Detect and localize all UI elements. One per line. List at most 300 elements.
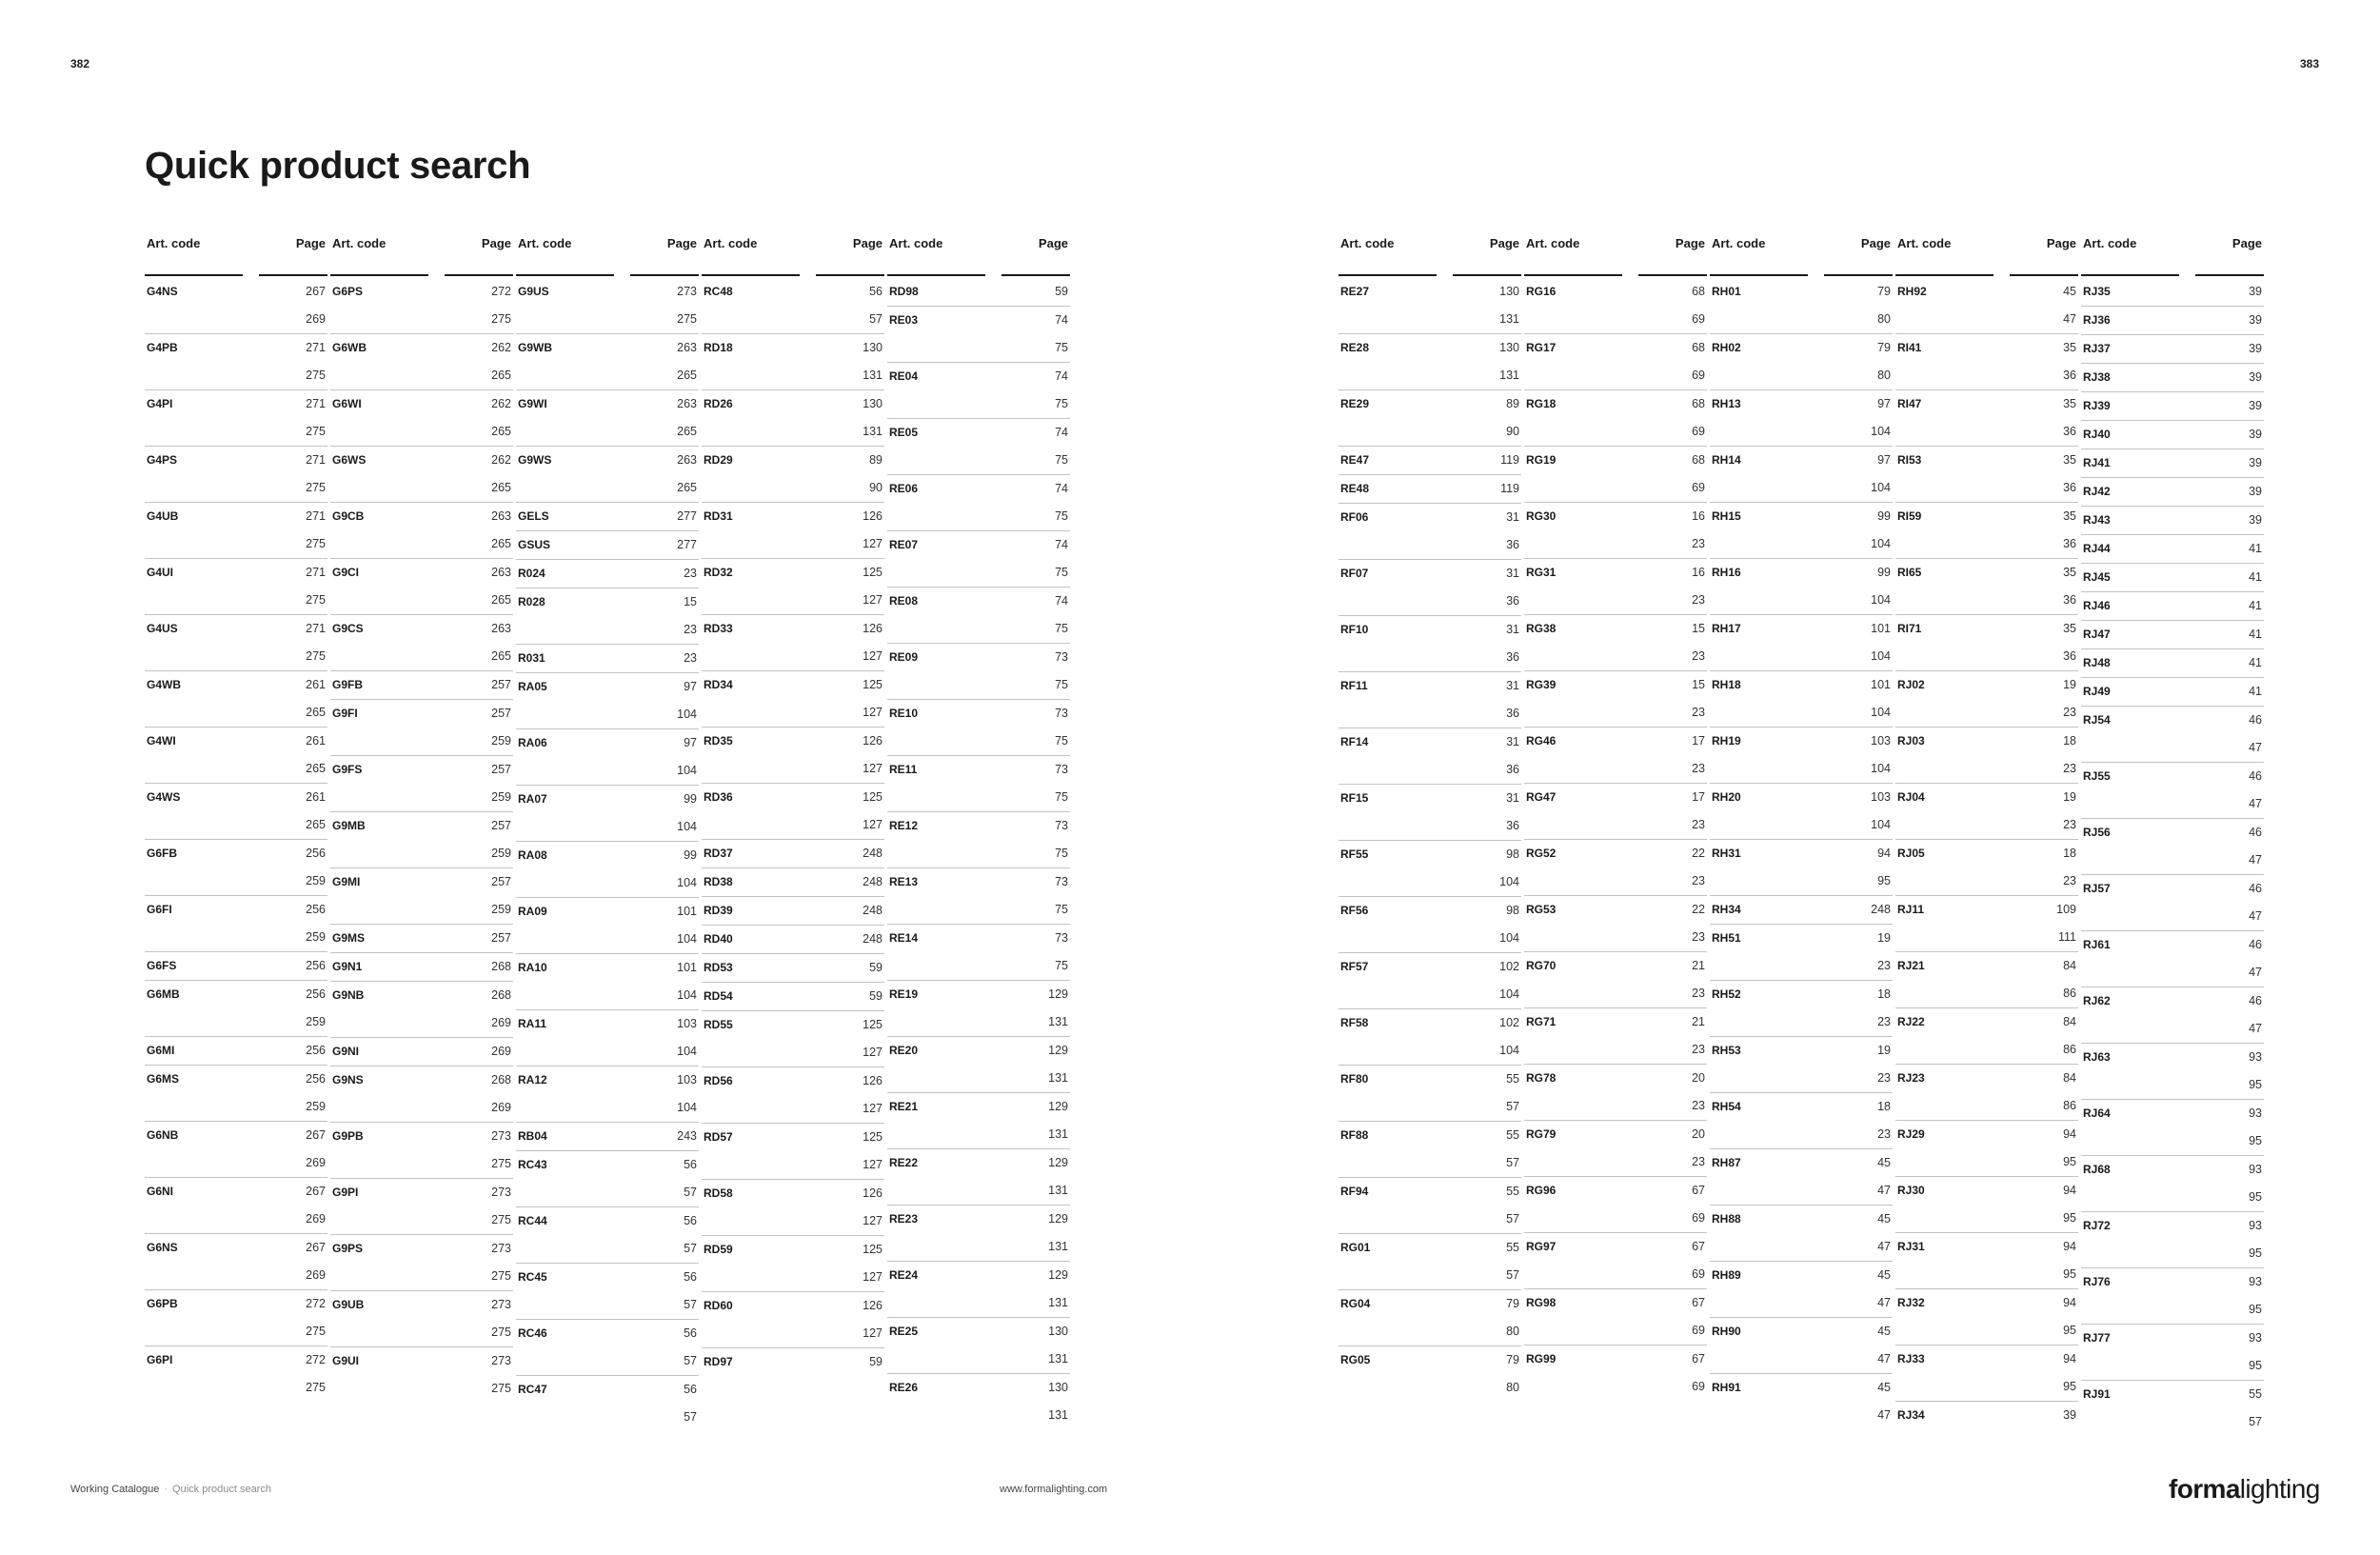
page-ref[interactable]: 47 <box>2249 966 2262 979</box>
page-ref[interactable]: 265 <box>306 706 326 719</box>
page-ref[interactable]: 68 <box>1692 341 1705 354</box>
page-ref[interactable]: 129 <box>1048 1212 1068 1226</box>
page-ref[interactable]: 47 <box>2249 741 2262 754</box>
page-ref[interactable]: 19 <box>2063 790 2076 804</box>
page-ref[interactable]: 56 <box>684 1214 697 1227</box>
page-ref[interactable]: 80 <box>1506 1381 1519 1394</box>
page-ref[interactable]: 262 <box>491 453 511 467</box>
page-ref[interactable]: 99 <box>1877 566 1891 579</box>
page-ref[interactable]: 257 <box>491 707 511 720</box>
page-ref[interactable]: 131 <box>1048 1352 1068 1366</box>
page-ref[interactable]: 79 <box>1877 285 1891 298</box>
page-ref[interactable]: 127 <box>863 706 883 719</box>
page-ref[interactable]: 57 <box>2249 1415 2262 1428</box>
page-ref[interactable]: 31 <box>1506 735 1519 748</box>
page-ref[interactable]: 265 <box>491 481 511 494</box>
page-ref[interactable]: 269 <box>306 1268 326 1282</box>
page-ref[interactable]: 23 <box>1692 874 1705 887</box>
page-ref[interactable]: 275 <box>306 1325 326 1338</box>
page-ref[interactable]: 95 <box>2063 1155 2076 1168</box>
page-ref[interactable]: 47 <box>1877 1352 1891 1366</box>
page-ref[interactable]: 93 <box>2249 1275 2262 1288</box>
page-ref[interactable]: 257 <box>491 931 511 945</box>
page-ref[interactable]: 95 <box>2249 1190 2262 1204</box>
page-ref[interactable]: 248 <box>863 875 883 888</box>
page-ref[interactable]: 275 <box>306 593 326 607</box>
page-ref[interactable]: 39 <box>2249 342 2262 355</box>
page-ref[interactable]: 23 <box>1877 1071 1891 1085</box>
page-ref[interactable]: 74 <box>1055 426 1068 439</box>
page-ref[interactable]: 103 <box>677 1073 697 1087</box>
page-ref[interactable]: 263 <box>677 341 697 354</box>
page-ref[interactable]: 75 <box>1055 734 1068 748</box>
page-ref[interactable]: 23 <box>1692 1043 1705 1056</box>
page-ref[interactable]: 93 <box>2249 1106 2262 1120</box>
page-ref[interactable]: 268 <box>491 988 511 1002</box>
page-ref[interactable]: 41 <box>2249 685 2262 698</box>
page-ref[interactable]: 57 <box>1506 1156 1519 1169</box>
page-ref[interactable]: 257 <box>491 678 511 691</box>
page-ref[interactable]: 57 <box>684 1242 697 1255</box>
page-ref[interactable]: 90 <box>1506 425 1519 438</box>
page-ref[interactable]: 131 <box>863 425 883 438</box>
page-ref[interactable]: 277 <box>677 509 697 523</box>
page-ref[interactable]: 39 <box>2249 370 2262 384</box>
page-ref[interactable]: 263 <box>491 622 511 635</box>
page-ref[interactable]: 126 <box>863 1074 883 1087</box>
page-ref[interactable]: 265 <box>491 649 511 663</box>
page-ref[interactable]: 94 <box>2063 1184 2076 1197</box>
page-ref[interactable]: 36 <box>2063 481 2076 494</box>
page-ref[interactable]: 57 <box>869 312 883 326</box>
page-ref[interactable]: 47 <box>2249 853 2262 867</box>
page-ref[interactable]: 89 <box>1506 397 1519 410</box>
page-ref[interactable]: 257 <box>491 819 511 832</box>
page-ref[interactable]: 75 <box>1055 959 1068 972</box>
page-ref[interactable]: 80 <box>1877 369 1891 382</box>
page-ref[interactable]: 104 <box>1871 593 1891 607</box>
page-ref[interactable]: 23 <box>2063 762 2076 775</box>
page-ref[interactable]: 101 <box>677 961 697 974</box>
page-ref[interactable]: 259 <box>491 734 511 748</box>
page-ref[interactable]: 84 <box>2063 1015 2076 1028</box>
page-ref[interactable]: 104 <box>1499 987 1519 1001</box>
page-ref[interactable]: 23 <box>684 623 697 636</box>
page-ref[interactable]: 104 <box>1871 649 1891 663</box>
page-ref[interactable]: 75 <box>1055 509 1068 523</box>
page-ref[interactable]: 102 <box>1499 960 1519 973</box>
page-ref[interactable]: 15 <box>684 595 697 608</box>
page-ref[interactable]: 59 <box>869 1355 883 1368</box>
page-ref[interactable]: 69 <box>1692 369 1705 382</box>
page-ref[interactable]: 131 <box>1499 312 1519 326</box>
page-ref[interactable]: 75 <box>1055 397 1068 410</box>
page-ref[interactable]: 79 <box>1506 1353 1519 1366</box>
page-ref[interactable]: 275 <box>306 537 326 550</box>
page-ref[interactable]: 256 <box>306 847 326 860</box>
page-ref[interactable]: 23 <box>2063 874 2076 887</box>
page-ref[interactable]: 55 <box>2249 1387 2262 1401</box>
page-ref[interactable]: 31 <box>1506 623 1519 636</box>
page-ref[interactable]: 31 <box>1506 679 1519 692</box>
page-ref[interactable]: 84 <box>2063 1071 2076 1085</box>
page-ref[interactable]: 127 <box>863 818 883 831</box>
page-ref[interactable]: 125 <box>863 566 883 579</box>
page-ref[interactable]: 73 <box>1055 763 1068 776</box>
page-ref[interactable]: 131 <box>1048 1071 1068 1085</box>
page-ref[interactable]: 256 <box>306 1044 326 1057</box>
page-ref[interactable]: 31 <box>1506 791 1519 805</box>
page-ref[interactable]: 41 <box>2249 628 2262 641</box>
page-ref[interactable]: 126 <box>863 1186 883 1200</box>
page-ref[interactable]: 74 <box>1055 594 1068 608</box>
page-ref[interactable]: 269 <box>491 1101 511 1114</box>
page-ref[interactable]: 275 <box>306 425 326 438</box>
page-ref[interactable]: 75 <box>1055 341 1068 354</box>
page-ref[interactable]: 68 <box>1692 453 1705 467</box>
page-ref[interactable]: 268 <box>491 960 511 973</box>
page-ref[interactable]: 273 <box>491 1129 511 1143</box>
page-ref[interactable]: 261 <box>306 678 326 691</box>
page-ref[interactable]: 126 <box>863 1299 883 1312</box>
page-ref[interactable]: 69 <box>1692 312 1705 326</box>
page-ref[interactable]: 273 <box>491 1298 511 1311</box>
page-ref[interactable]: 23 <box>1692 762 1705 775</box>
page-ref[interactable]: 127 <box>863 1158 883 1171</box>
page-ref[interactable]: 69 <box>1692 481 1705 494</box>
page-ref[interactable]: 269 <box>491 1016 511 1029</box>
page-ref[interactable]: 99 <box>684 848 697 862</box>
page-ref[interactable]: 47 <box>2249 1022 2262 1035</box>
page-ref[interactable]: 31 <box>1506 567 1519 580</box>
page-ref[interactable]: 47 <box>1877 1296 1891 1309</box>
page-ref[interactable]: 267 <box>306 1185 326 1198</box>
page-ref[interactable]: 47 <box>1877 1408 1891 1422</box>
page-ref[interactable]: 104 <box>1871 762 1891 775</box>
page-ref[interactable]: 57 <box>1506 1100 1519 1113</box>
page-ref[interactable]: 74 <box>1055 482 1068 495</box>
page-ref[interactable]: 104 <box>677 820 697 833</box>
page-ref[interactable]: 131 <box>1048 1240 1068 1253</box>
page-ref[interactable]: 56 <box>684 1383 697 1396</box>
page-ref[interactable]: 125 <box>863 1243 883 1256</box>
page-ref[interactable]: 101 <box>1871 678 1891 691</box>
page-ref[interactable]: 45 <box>1877 1325 1891 1338</box>
page-ref[interactable]: 17 <box>1692 790 1705 804</box>
page-ref[interactable]: 131 <box>1048 1408 1068 1422</box>
page-ref[interactable]: 265 <box>491 593 511 607</box>
page-ref[interactable]: 74 <box>1055 538 1068 551</box>
page-ref[interactable]: 36 <box>1506 819 1519 832</box>
page-ref[interactable]: 127 <box>863 1270 883 1284</box>
page-ref[interactable]: 131 <box>1048 1296 1068 1309</box>
page-ref[interactable]: 130 <box>1048 1325 1068 1338</box>
page-ref[interactable]: 129 <box>1048 1100 1068 1113</box>
page-ref[interactable]: 20 <box>1692 1071 1705 1085</box>
page-ref[interactable]: 18 <box>1877 1100 1891 1113</box>
page-ref[interactable]: 73 <box>1055 707 1068 720</box>
page-ref[interactable]: 94 <box>1877 847 1891 860</box>
page-ref[interactable]: 45 <box>1877 1156 1891 1169</box>
page-ref[interactable]: 57 <box>684 1354 697 1367</box>
page-ref[interactable]: 275 <box>491 1269 511 1283</box>
page-ref[interactable]: 259 <box>491 790 511 804</box>
page-ref[interactable]: 47 <box>2063 312 2076 326</box>
page-ref[interactable]: 104 <box>1871 818 1891 831</box>
page-ref[interactable]: 73 <box>1055 819 1068 832</box>
page-ref[interactable]: 275 <box>491 1157 511 1170</box>
page-ref[interactable]: 265 <box>677 369 697 382</box>
page-ref[interactable]: 36 <box>2063 369 2076 382</box>
page-ref[interactable]: 55 <box>1506 1072 1519 1086</box>
page-ref[interactable]: 101 <box>1871 622 1891 635</box>
page-ref[interactable]: 46 <box>2249 938 2262 951</box>
page-ref[interactable]: 36 <box>1506 594 1519 608</box>
page-ref[interactable]: 271 <box>306 397 326 410</box>
page-ref[interactable]: 56 <box>684 1270 697 1284</box>
page-ref[interactable]: 23 <box>684 567 697 580</box>
page-ref[interactable]: 267 <box>306 1241 326 1254</box>
page-ref[interactable]: 39 <box>2249 399 2262 412</box>
page-ref[interactable]: 31 <box>1506 510 1519 524</box>
page-ref[interactable]: 75 <box>1055 790 1068 804</box>
page-ref[interactable]: 46 <box>2249 769 2262 783</box>
page-ref[interactable]: 55 <box>1506 1185 1519 1198</box>
page-ref[interactable]: 97 <box>1877 397 1891 410</box>
page-ref[interactable]: 129 <box>1048 1044 1068 1057</box>
page-ref[interactable]: 59 <box>869 989 883 1003</box>
page-ref[interactable]: 265 <box>677 425 697 438</box>
page-ref[interactable]: 15 <box>1692 678 1705 691</box>
page-ref[interactable]: 119 <box>1500 482 1519 495</box>
page-ref[interactable]: 23 <box>1692 818 1705 831</box>
page-ref[interactable]: 248 <box>863 847 883 860</box>
page-ref[interactable]: 21 <box>1692 1015 1705 1028</box>
page-ref[interactable]: 257 <box>491 763 511 776</box>
page-ref[interactable]: 56 <box>684 1326 697 1340</box>
page-ref[interactable]: 277 <box>677 538 697 551</box>
page-ref[interactable]: 127 <box>863 1326 883 1340</box>
page-ref[interactable]: 94 <box>2063 1352 2076 1366</box>
page-ref[interactable]: 95 <box>2249 1303 2262 1316</box>
page-ref[interactable]: 273 <box>677 285 697 298</box>
page-ref[interactable]: 275 <box>306 649 326 663</box>
page-ref[interactable]: 18 <box>2063 734 2076 748</box>
page-ref[interactable]: 130 <box>863 341 883 354</box>
page-ref[interactable]: 272 <box>491 285 511 298</box>
page-ref[interactable]: 20 <box>1692 1127 1705 1141</box>
page-ref[interactable]: 104 <box>1871 537 1891 550</box>
page-ref[interactable]: 257 <box>491 875 511 888</box>
page-ref[interactable]: 23 <box>1877 1015 1891 1028</box>
page-ref[interactable]: 57 <box>1506 1268 1519 1282</box>
page-ref[interactable]: 84 <box>2063 959 2076 972</box>
page-ref[interactable]: 39 <box>2249 485 2262 498</box>
page-ref[interactable]: 104 <box>1499 1044 1519 1057</box>
page-ref[interactable]: 94 <box>2063 1240 2076 1253</box>
page-ref[interactable]: 269 <box>306 1212 326 1226</box>
page-ref[interactable]: 79 <box>1877 341 1891 354</box>
page-ref[interactable]: 39 <box>2249 513 2262 527</box>
page-ref[interactable]: 95 <box>2249 1078 2262 1091</box>
page-ref[interactable]: 46 <box>2249 826 2262 839</box>
page-ref[interactable]: 127 <box>863 762 883 775</box>
page-ref[interactable]: 102 <box>1499 1016 1519 1029</box>
page-ref[interactable]: 22 <box>1692 903 1705 916</box>
page-ref[interactable]: 39 <box>2249 428 2262 441</box>
page-ref[interactable]: 47 <box>1877 1184 1891 1197</box>
page-ref[interactable]: 93 <box>2249 1163 2262 1176</box>
page-ref[interactable]: 129 <box>1048 1268 1068 1282</box>
page-ref[interactable]: 45 <box>1877 1381 1891 1394</box>
page-ref[interactable]: 104 <box>677 988 697 1002</box>
page-ref[interactable]: 36 <box>1506 763 1519 776</box>
page-ref[interactable]: 101 <box>677 905 697 918</box>
page-ref[interactable]: 127 <box>863 1046 883 1059</box>
page-ref[interactable]: 56 <box>869 285 883 298</box>
page-ref[interactable]: 131 <box>863 369 883 382</box>
page-ref[interactable]: 94 <box>2063 1127 2076 1141</box>
page-ref[interactable]: 259 <box>306 1100 326 1113</box>
page-ref[interactable]: 36 <box>2063 649 2076 663</box>
page-ref[interactable]: 23 <box>1692 593 1705 607</box>
page-ref[interactable]: 35 <box>2063 566 2076 579</box>
page-ref[interactable]: 23 <box>1877 959 1891 972</box>
page-ref[interactable]: 248 <box>863 904 883 917</box>
page-ref[interactable]: 86 <box>2063 987 2076 1000</box>
page-ref[interactable]: 95 <box>1877 874 1891 887</box>
page-ref[interactable]: 127 <box>863 649 883 663</box>
page-ref[interactable]: 69 <box>1692 425 1705 438</box>
page-ref[interactable]: 23 <box>1692 706 1705 719</box>
page-ref[interactable]: 104 <box>677 932 697 946</box>
page-ref[interactable]: 21 <box>1692 959 1705 972</box>
page-ref[interactable]: 126 <box>863 509 883 523</box>
page-ref[interactable]: 23 <box>2063 706 2076 719</box>
page-ref[interactable]: 39 <box>2249 285 2262 298</box>
page-ref[interactable]: 57 <box>684 1410 697 1424</box>
page-ref[interactable]: 104 <box>1871 425 1891 438</box>
page-ref[interactable]: 68 <box>1692 397 1705 410</box>
page-ref[interactable]: 103 <box>1871 790 1891 804</box>
page-ref[interactable]: 39 <box>2249 456 2262 469</box>
page-ref[interactable]: 269 <box>306 312 326 326</box>
page-ref[interactable]: 57 <box>684 1298 697 1311</box>
page-ref[interactable]: 130 <box>1499 285 1519 298</box>
page-ref[interactable]: 104 <box>677 708 697 721</box>
page-ref[interactable]: 103 <box>1871 734 1891 748</box>
page-ref[interactable]: 259 <box>306 930 326 944</box>
page-ref[interactable]: 74 <box>1055 369 1068 383</box>
page-ref[interactable]: 45 <box>1877 1268 1891 1282</box>
page-ref[interactable]: 86 <box>2063 1043 2076 1056</box>
page-ref[interactable]: 261 <box>306 734 326 748</box>
page-ref[interactable]: 95 <box>2063 1211 2076 1225</box>
page-ref[interactable]: 275 <box>491 1382 511 1395</box>
page-ref[interactable]: 131 <box>1048 1127 1068 1141</box>
page-ref[interactable]: 36 <box>1506 707 1519 720</box>
page-ref[interactable]: 99 <box>684 792 697 806</box>
page-ref[interactable]: 263 <box>677 397 697 410</box>
page-ref[interactable]: 256 <box>306 1072 326 1086</box>
page-ref[interactable]: 23 <box>1692 930 1705 944</box>
page-ref[interactable]: 23 <box>1692 649 1705 663</box>
page-ref[interactable]: 73 <box>1055 650 1068 664</box>
page-ref[interactable]: 89 <box>869 453 883 467</box>
page-ref[interactable]: 74 <box>1055 313 1068 327</box>
page-ref[interactable]: 263 <box>491 566 511 579</box>
page-ref[interactable]: 93 <box>2249 1219 2262 1232</box>
page-ref[interactable]: 131 <box>1499 369 1519 382</box>
page-ref[interactable]: 127 <box>863 537 883 550</box>
page-ref[interactable]: 94 <box>2063 1296 2076 1309</box>
page-ref[interactable]: 99 <box>1877 509 1891 523</box>
page-ref[interactable]: 90 <box>869 481 883 494</box>
page-ref[interactable]: 129 <box>1048 1156 1068 1169</box>
page-ref[interactable]: 98 <box>1506 847 1519 861</box>
page-ref[interactable]: 275 <box>306 1381 326 1394</box>
page-ref[interactable]: 275 <box>491 1326 511 1339</box>
page-ref[interactable]: 73 <box>1055 931 1068 945</box>
page-ref[interactable]: 18 <box>2063 847 2076 860</box>
page-ref[interactable]: 104 <box>677 764 697 777</box>
page-ref[interactable]: 19 <box>2063 678 2076 691</box>
page-ref[interactable]: 259 <box>306 1015 326 1028</box>
page-ref[interactable]: 104 <box>677 1101 697 1114</box>
page-ref[interactable]: 103 <box>677 1017 697 1030</box>
page-ref[interactable]: 273 <box>491 1186 511 1199</box>
page-ref[interactable]: 263 <box>491 509 511 523</box>
page-ref[interactable]: 269 <box>306 1156 326 1169</box>
page-ref[interactable]: 16 <box>1692 509 1705 523</box>
page-ref[interactable]: 126 <box>863 734 883 748</box>
page-ref[interactable]: 259 <box>306 874 326 887</box>
page-ref[interactable]: 256 <box>306 987 326 1001</box>
page-ref[interactable]: 75 <box>1055 847 1068 860</box>
page-ref[interactable]: 67 <box>1692 1296 1705 1309</box>
page-ref[interactable]: 69 <box>1692 1380 1705 1393</box>
page-ref[interactable]: 41 <box>2249 656 2262 669</box>
page-ref[interactable]: 86 <box>2063 1099 2076 1112</box>
page-ref[interactable]: 57 <box>684 1186 697 1199</box>
page-ref[interactable]: 69 <box>1692 1324 1705 1337</box>
page-ref[interactable]: 127 <box>863 593 883 607</box>
page-ref[interactable]: 23 <box>1692 1155 1705 1168</box>
page-ref[interactable]: 265 <box>306 818 326 831</box>
page-ref[interactable]: 23 <box>2063 818 2076 831</box>
page-ref[interactable]: 271 <box>306 453 326 467</box>
page-ref[interactable]: 36 <box>2063 537 2076 550</box>
page-ref[interactable]: 271 <box>306 509 326 523</box>
page-ref[interactable]: 39 <box>2249 313 2262 327</box>
page-ref[interactable]: 67 <box>1692 1240 1705 1253</box>
page-ref[interactable]: 57 <box>1506 1212 1519 1226</box>
page-ref[interactable]: 125 <box>863 790 883 804</box>
page-ref[interactable]: 265 <box>491 369 511 382</box>
page-ref[interactable]: 125 <box>863 1018 883 1031</box>
page-ref[interactable]: 67 <box>1692 1184 1705 1197</box>
page-ref[interactable]: 268 <box>491 1073 511 1087</box>
page-ref[interactable]: 35 <box>2063 397 2076 410</box>
page-ref[interactable]: 17 <box>1692 734 1705 748</box>
page-ref[interactable]: 95 <box>2063 1380 2076 1393</box>
page-ref[interactable]: 35 <box>2063 453 2076 467</box>
page-ref[interactable]: 130 <box>863 397 883 410</box>
page-ref[interactable]: 275 <box>491 312 511 326</box>
page-ref[interactable]: 256 <box>306 959 326 972</box>
page-ref[interactable]: 93 <box>2249 1331 2262 1345</box>
page-ref[interactable]: 131 <box>1048 1015 1068 1028</box>
